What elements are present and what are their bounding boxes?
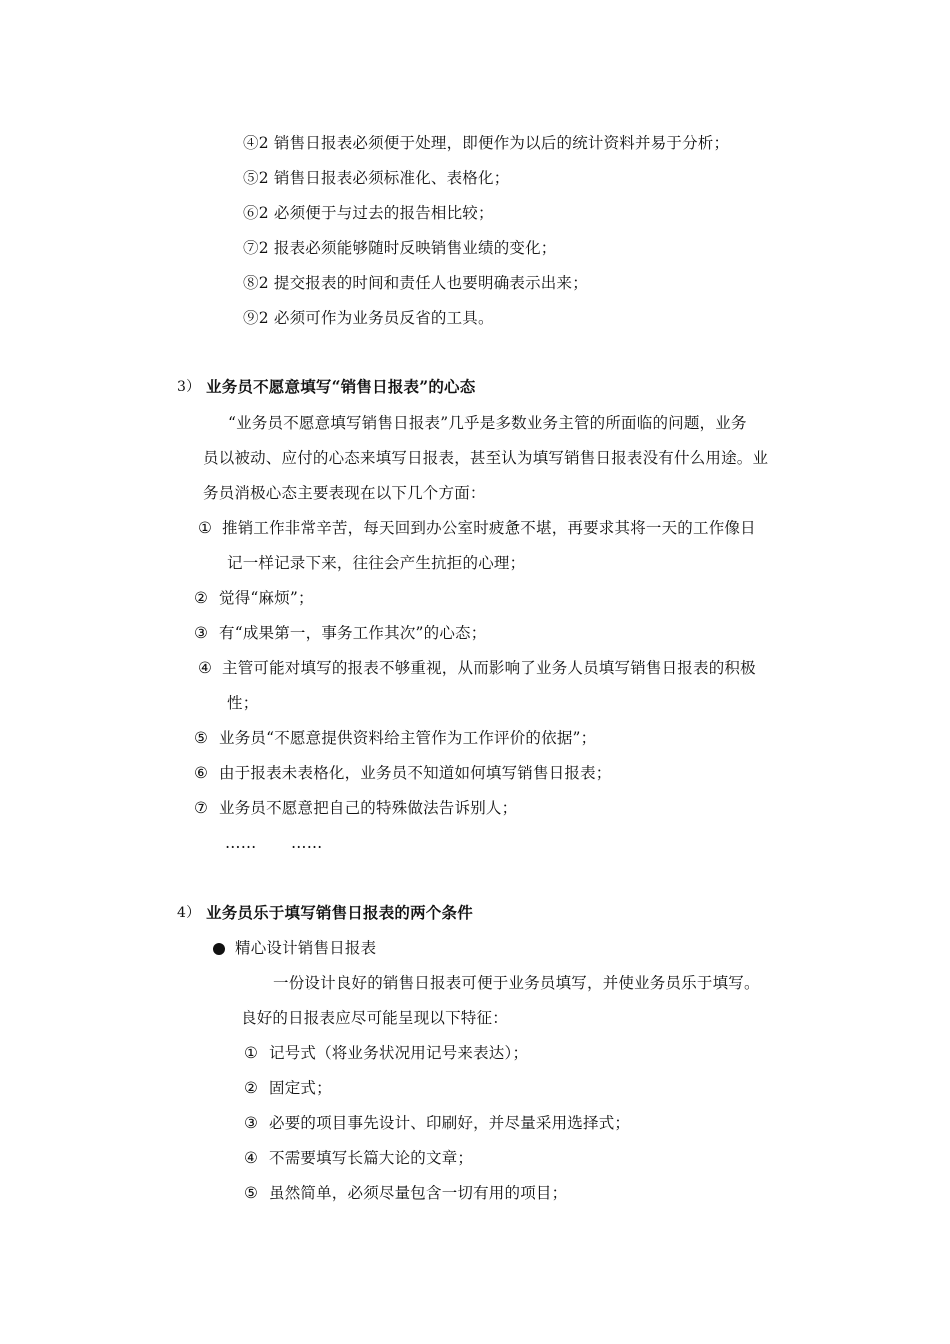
list-item: 由于报表未表格化，业务员不知道如何填写销售日报表； (219, 764, 612, 782)
list-item: ⑧2 提交报表的时间和责任人也要明确表示出来； (243, 274, 588, 292)
item-marker: ④ (198, 659, 213, 677)
list-item: 不需要填写长篇大论的文章； (269, 1149, 474, 1167)
list-item: 觉得“麻烦”； (219, 589, 314, 607)
ellipsis: …… (225, 834, 257, 852)
list-item: 虽然简单，必须尽量包含一切有用的项目； (269, 1184, 568, 1202)
section-number: 3） (177, 379, 201, 395)
list-item: ⑨2 必须可作为业务员反省的工具。 (243, 309, 494, 327)
list-item: 业务员“不愿意提供资料给主管作为工作评价的依据”； (219, 729, 597, 747)
paragraph-line: 一份设计良好的销售日报表可便于业务员填写，并使业务员乐于填写。 (273, 974, 760, 992)
list-item: ⑥2 必须便于与过去的报告相比较； (243, 204, 494, 222)
list-item: 固定式； (269, 1079, 332, 1097)
item-marker: ④ (244, 1149, 259, 1167)
list-item: ⑤2 销售日报表必须标准化、表格化； (243, 169, 510, 187)
section-heading: 业务员不愿意填写“销售日报表”的心态 (206, 377, 476, 396)
list-item: ⑦2 报表必须能够随时反映销售业绩的变化； (243, 239, 557, 257)
item-marker: ② (244, 1079, 259, 1097)
item-marker: ③ (244, 1114, 259, 1132)
list-item: 推销工作非常辛苦，每天回到办公室时疲惫不堪，再要求其将一天的工作像日 (222, 519, 756, 537)
section-heading: 业务员乐于填写销售日报表的两个条件 (206, 903, 473, 922)
list-item: 必要的项目事先设计、印刷好，并尽量采用选择式； (269, 1114, 631, 1132)
list-item: 有“成果第一，事务工作其次”的心态； (219, 624, 487, 642)
list-item-continuation: 记一样记录下来，往往会产生抗拒的心理； (227, 554, 526, 572)
list-item-continuation: 性； (227, 694, 259, 712)
paragraph-line: “业务员不愿意填写销售日报表”几乎是多数业务主管的所面临的问题，业务 (228, 414, 747, 432)
section-number: 4） (177, 905, 201, 921)
item-marker: ⑤ (244, 1184, 259, 1202)
ellipsis: …… (291, 834, 323, 852)
bullet-dot-icon (213, 943, 225, 955)
list-item: 业务员不愿意把自己的特殊做法告诉别人； (219, 799, 518, 817)
item-marker: ⑦ (194, 799, 209, 817)
bullet-title: 精心设计销售日报表 (235, 939, 377, 957)
item-marker: ① (244, 1044, 259, 1062)
paragraph-line: 良好的日报表应尽可能呈现以下特征： (241, 1009, 508, 1027)
list-item: ④2 销售日报表必须便于处理，即便作为以后的统计资料并易于分析； (243, 134, 730, 152)
item-marker: ⑤ (194, 729, 209, 747)
list-item: 记号式（将业务状况用记号来表达）； (269, 1044, 529, 1062)
paragraph-line: 务员消极心态主要表现在以下几个方面： (203, 484, 486, 502)
item-marker: ⑥ (194, 764, 209, 782)
list-item: 主管可能对填写的报表不够重视，从而影响了业务人员填写销售日报表的积极 (222, 659, 756, 677)
item-marker: ② (194, 589, 209, 607)
paragraph-line: 员以被动、应付的心态来填写日报表，甚至认为填写销售日报表没有什么用途。业 (203, 449, 769, 467)
item-marker: ③ (194, 624, 209, 642)
item-marker: ① (198, 519, 213, 537)
